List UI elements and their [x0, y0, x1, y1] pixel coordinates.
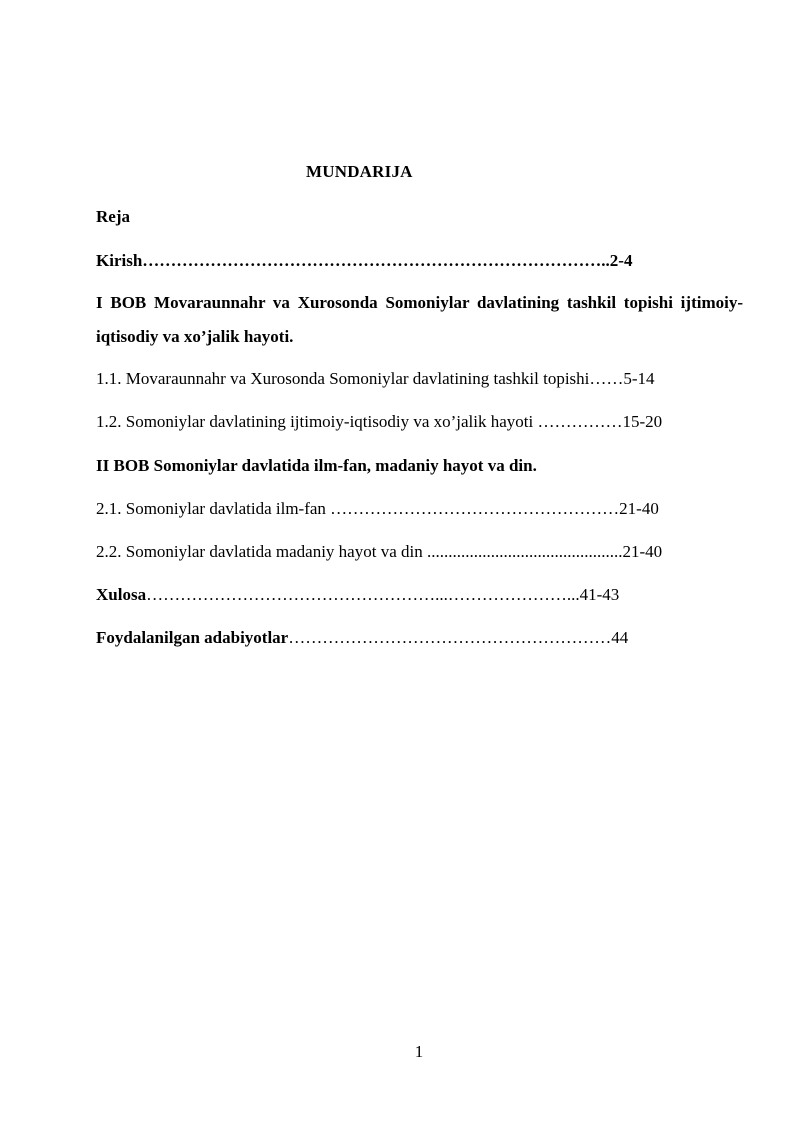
toc-entry-1-1: 1.1. Movaraunnahr va Xurosonda Somoniylar davlatining tashkil topishi……5-14 [96, 369, 655, 388]
contents-title: MUNDARIJA [306, 162, 413, 181]
page-number: 1 [414, 1042, 424, 1061]
toc-entry-2-2: 2.2. Somoniylar davlatida madaniy hayot va din ..............................................21-40 [96, 542, 663, 561]
toc-chapter-1: I BOB Movaraunnahr va Xurosonda Somoniylar davlatining tashkil topishi ijtimoiy-iqtisodiy va xo’jalik hayoti. [96, 293, 743, 346]
plan-label: Reja [96, 207, 130, 226]
toc-entry-1-2: 1.2. Somoniylar davlatining ijtimoiy-iqtisodiy va xo’jalik hayoti ……………15-20 [96, 412, 663, 431]
toc-entry-references-leader: …………………………………………………44 [288, 628, 629, 647]
toc-entry-conclusion-label: Xulosa [96, 585, 147, 604]
toc-chapter-2: II BOB Somoniylar davlatida ilm-fan, madaniy hayot va din. [96, 456, 537, 475]
toc-entry-2-1: 2.1. Somoniylar davlatida ilm-fan ……………………………………………21-40 [96, 499, 659, 518]
toc-entry-conclusion [96, 584, 619, 606]
toc-entry-conclusion-leader: ……………………………………………...…………………...41-43 [146, 585, 620, 604]
toc-entry-references-label: Foydalanilgan adabiyotlar [96, 628, 289, 647]
toc-entry-references [96, 627, 628, 649]
toc-entry-introduction: Kirish………………………………………………………………………..2-4 [96, 251, 633, 270]
